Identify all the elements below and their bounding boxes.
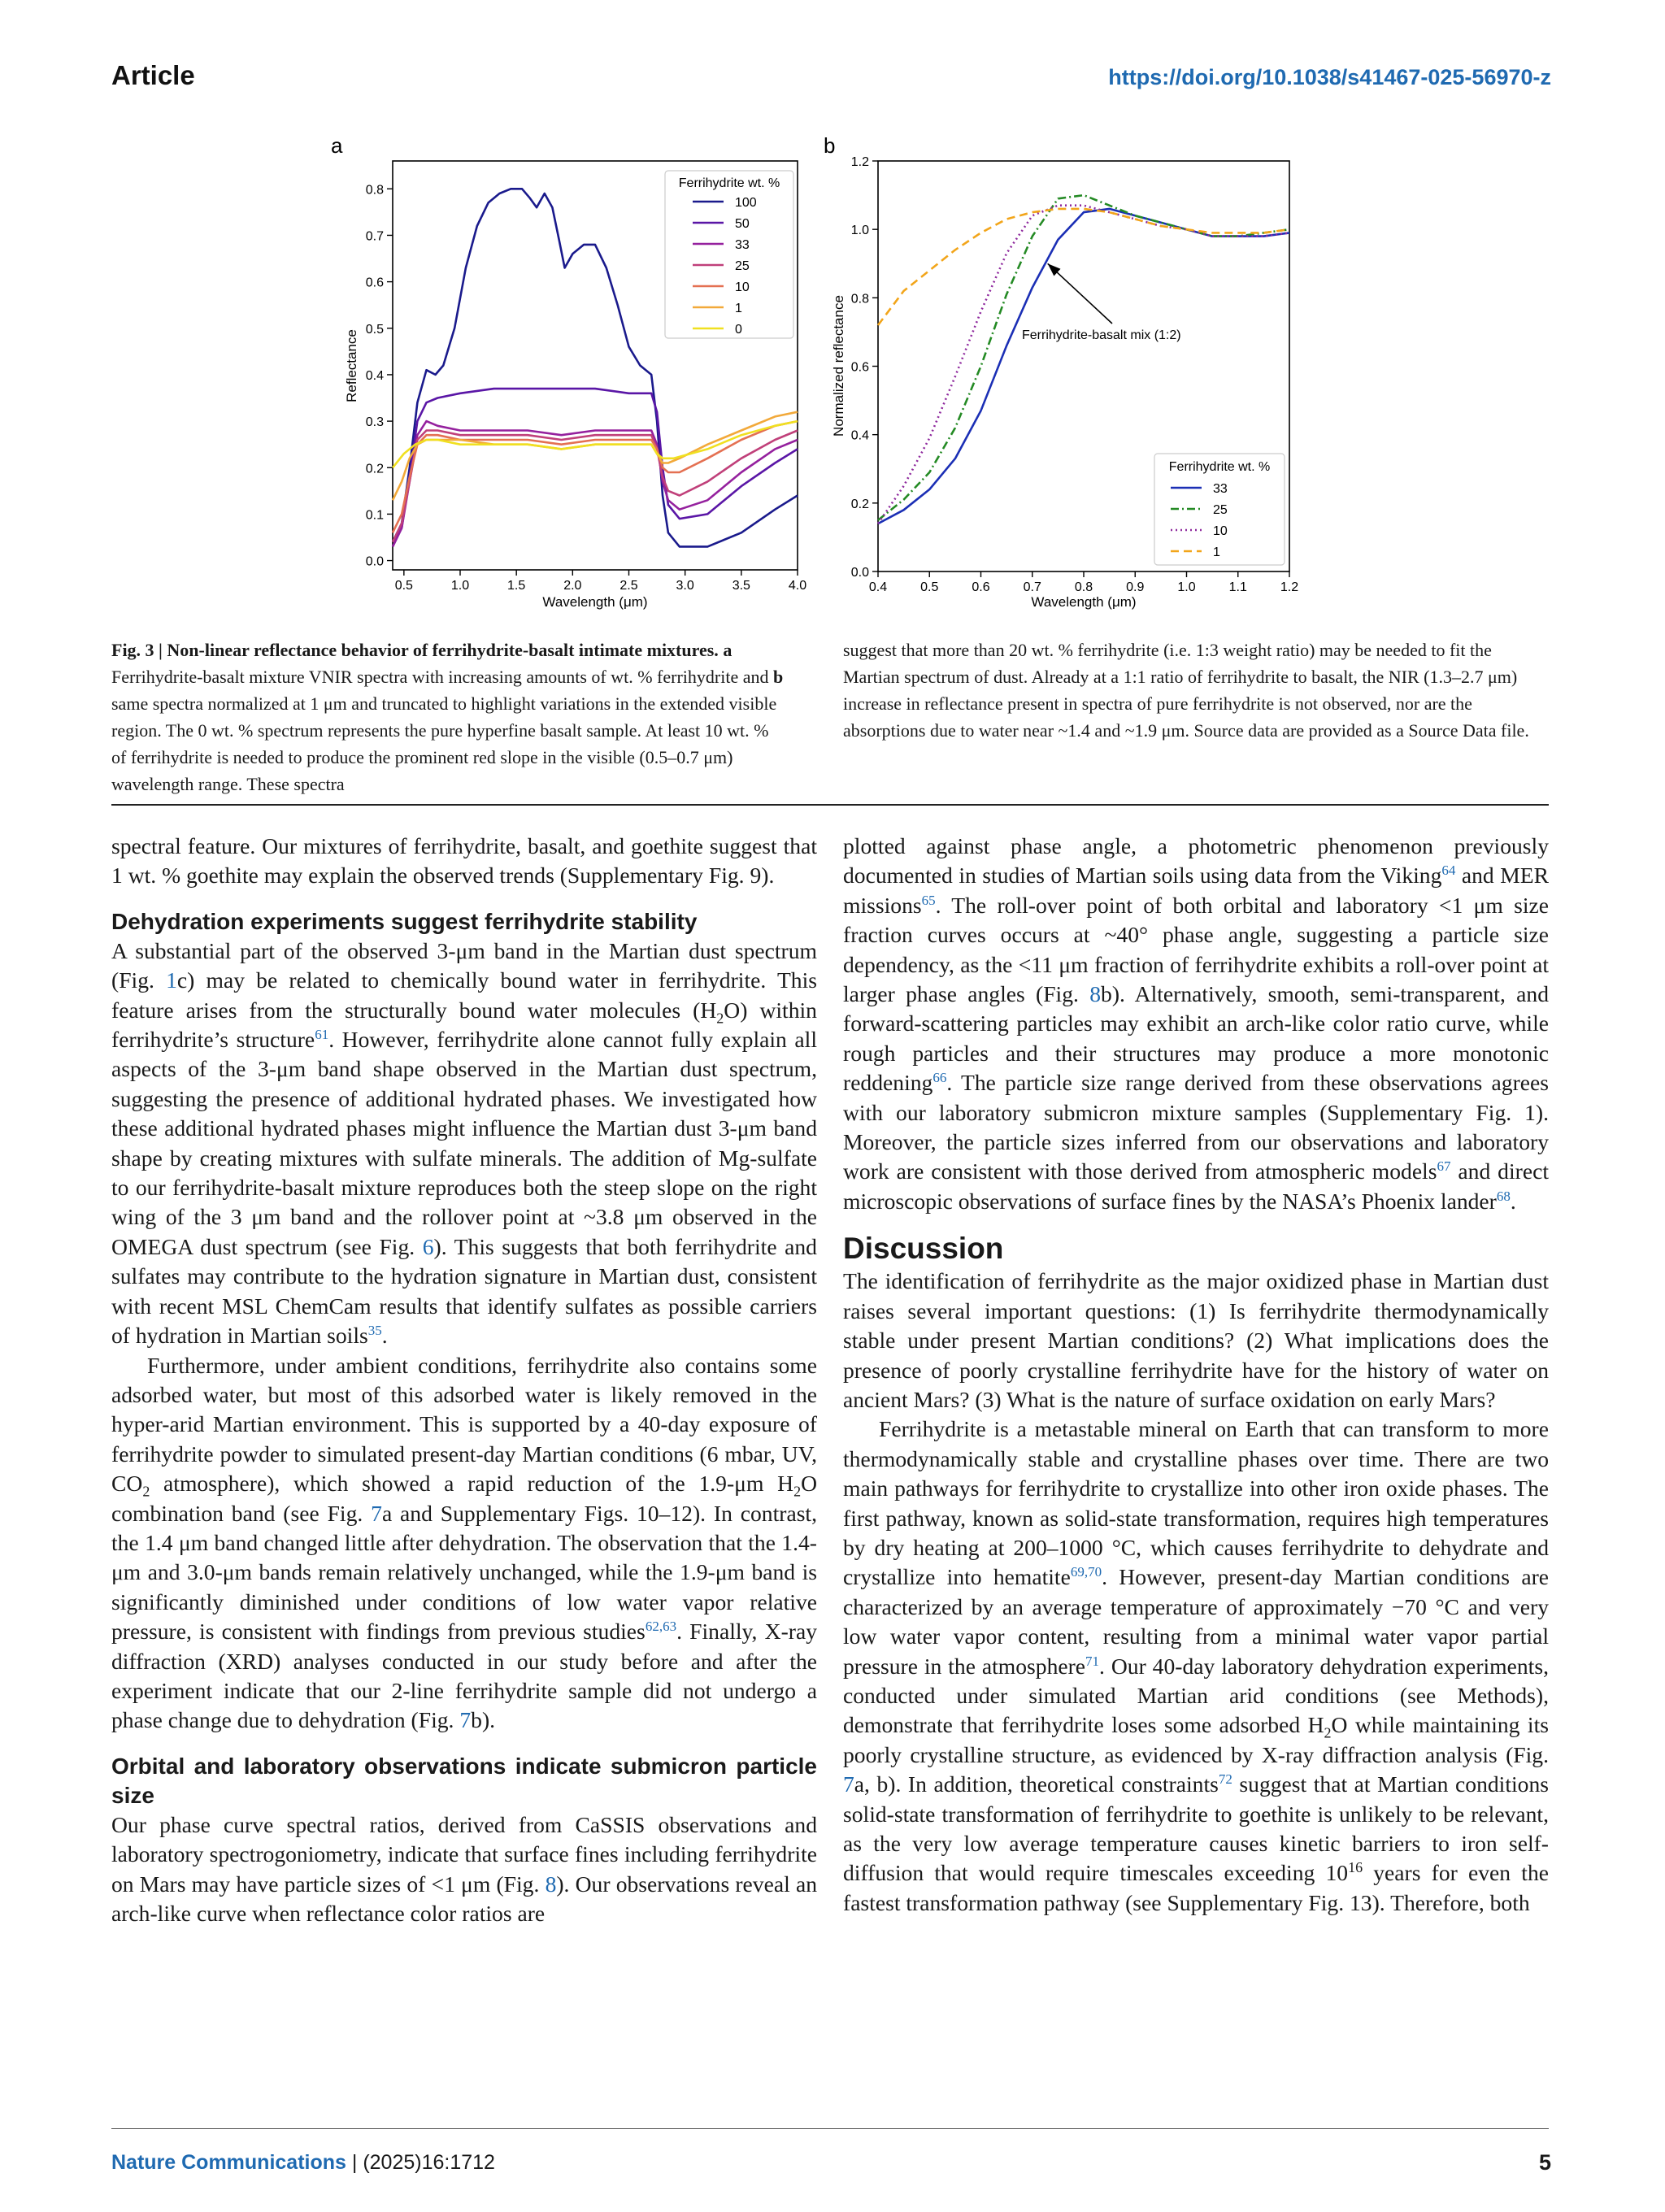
caption-divider bbox=[111, 804, 1549, 806]
footer-divider bbox=[111, 2128, 1549, 2129]
x-tick-label: 1.0 bbox=[450, 579, 470, 593]
y-tick-label: 0.8 bbox=[850, 292, 869, 306]
paragraph bbox=[111, 832, 817, 891]
x-tick-label: 1.1 bbox=[1228, 580, 1247, 594]
panel-b-legend bbox=[1154, 454, 1285, 565]
paragraph bbox=[843, 1267, 1549, 1415]
legend-label-10: 10 bbox=[735, 280, 750, 294]
legend-label-1: 1 bbox=[735, 302, 742, 315]
series-line-1 bbox=[393, 412, 798, 501]
doi-link[interactable]: https://doi.org/10.1038/s41467-025-56970-z bbox=[1108, 65, 1551, 89]
text-run: b). bbox=[471, 1707, 496, 1733]
caption-text-a: Ferrihydrite-basalt mixture VNIR spectra with increasing amounts of wt. % ferrihydrite and bbox=[111, 667, 769, 687]
x-tick-label: 1.0 bbox=[1177, 580, 1196, 594]
text-run: ). Our observations reveal an arch-like curve when reflectance color ratios are bbox=[111, 1871, 817, 1926]
text-run: b). Alternatively, smooth, semi-transparent, and forward-scattering particles may exhibit an arch-like color ratio curve, while rough particles and their structures may produce a more monotonic reddening bbox=[843, 981, 1549, 1096]
reference-link[interactable]: 35 bbox=[367, 1322, 382, 1338]
text-run: . The roll-over point of both orbital and laboratory <1 μm size fraction curves occurs at ~40° phase angle, suggesting a particle size dependency, as the <11 μm fraction of ferrihydrite exhibits a roll-over point at larger phase angles (Fig. bbox=[843, 892, 1549, 1007]
x-tick-label: 0.6 bbox=[972, 580, 990, 594]
legend-label-25: 25 bbox=[1213, 503, 1228, 517]
y-tick-label: 0.1 bbox=[365, 508, 384, 523]
text-run: . The particle size range derived from these observations agrees with our laboratory submicron mixture samples (Supplementary Fig. 1). Moreover, the particle sizes inferred from our observations and laboratory work are consistent with those derived from atmospheric models bbox=[843, 1070, 1549, 1184]
series-line-25 bbox=[393, 431, 798, 542]
x-tick-label: 0.4 bbox=[868, 580, 888, 594]
text-run: Our phase curve spectral ratios, derived from CaSSIS observations and laboratory spectrogoniometry, indicate that surface fines including ferrihydrite on Mars may have particle sizes of <1 μm (Fig. bbox=[111, 1811, 817, 1897]
y-tick-label: 0.5 bbox=[365, 322, 384, 337]
text-run: . However, present-day Martian conditions are characterized by an average temperature of approximately −70 °C and very low water vapor content, resulting from a minimal water vapor partial pressure in the atmosphere bbox=[843, 1564, 1550, 1679]
y-tick-label: 0.3 bbox=[365, 415, 384, 430]
x-tick-label: 0.5 bbox=[394, 579, 413, 593]
figure-link[interactable]: 1 bbox=[166, 967, 177, 993]
subscript: 2 bbox=[716, 1010, 724, 1027]
text-run: plotted against phase angle, a photometric phenomenon previously documented in studies of Martian soils using data from the Viking bbox=[843, 833, 1549, 889]
panel-a-legend-box bbox=[665, 171, 793, 338]
text-run: a, b). In addition, theoretical constraints bbox=[854, 1771, 1219, 1797]
reference-link[interactable]: 67 bbox=[1437, 1158, 1451, 1175]
reference-link[interactable]: 66 bbox=[932, 1070, 947, 1086]
x-tick-label: 3.0 bbox=[676, 579, 694, 593]
panel-b-annotation bbox=[1022, 263, 1181, 342]
text-run: spectral feature. Our mixtures of ferrihydrite, basalt, and goethite suggest that 1 wt. % goethite may explain the observed trends (Supplementary Fig. 9). bbox=[111, 833, 817, 889]
y-tick-label: 0.8 bbox=[365, 183, 384, 198]
figure-link[interactable]: 7 bbox=[843, 1771, 854, 1797]
reference-link[interactable]: 71 bbox=[1085, 1653, 1100, 1669]
reference-link[interactable]: 61 bbox=[315, 1026, 329, 1042]
series-line-1 bbox=[878, 209, 1289, 325]
text-run: . bbox=[381, 1323, 388, 1349]
text-run: . Our 40-day laboratory dehydration experiments, conducted under simulated Martian arid conditions (see Methods), demonstrate that ferrihydrite loses some adsorbed H bbox=[843, 1653, 1549, 1738]
paragraph bbox=[111, 1810, 817, 1929]
figure-caption-right bbox=[843, 637, 1549, 744]
superscript: 16 bbox=[1348, 1859, 1363, 1876]
text-run: O) within ferrihydrite’s structure bbox=[111, 997, 817, 1053]
y-tick-label: 0.6 bbox=[850, 360, 869, 375]
reference-link[interactable]: 68 bbox=[1496, 1188, 1511, 1204]
subscript: 2 bbox=[1324, 1724, 1332, 1741]
section-heading-discussion: Discussion bbox=[843, 1232, 1004, 1266]
reference-link[interactable]: 64 bbox=[1441, 863, 1456, 879]
section-heading-particle-size: Orbital and laboratory observations indicate submicron particle size bbox=[111, 1753, 817, 1808]
panel-a-label: a bbox=[331, 133, 343, 158]
x-tick-label: 2.0 bbox=[563, 579, 582, 593]
x-tick-label: 0.9 bbox=[1126, 580, 1145, 594]
subscript: 2 bbox=[142, 1483, 150, 1500]
figure-link[interactable]: 8 bbox=[545, 1871, 557, 1897]
panel-b-label: b bbox=[824, 133, 836, 158]
legend-label-25: 25 bbox=[735, 259, 750, 273]
text-run: ). This suggests that both ferrihydrite and sulfates may contribute to the hydration signature in Martian dust, consistent with recent MSL ChemCam results that identify sulfates as possible carriers of hydration in Martian soils bbox=[111, 1233, 817, 1349]
legend-label-1: 1 bbox=[1213, 545, 1220, 559]
panel-b-y-ticks bbox=[851, 155, 878, 580]
panel-b-xlabel: Wavelength (μm) bbox=[1031, 594, 1137, 610]
panel-b-legend-title: Ferrihydrite wt. % bbox=[1168, 460, 1271, 474]
legend-label-10: 10 bbox=[1213, 524, 1228, 538]
y-tick-label: 0.2 bbox=[365, 462, 384, 476]
x-tick-label: 3.5 bbox=[732, 579, 750, 593]
panel-a-legend-title: Ferrihydrite wt. % bbox=[678, 176, 780, 190]
caption-text-b: same spectra normalized at 1 μm and truncated to highlight variations in the extended visible region. The 0 wt. % spectrum represents the pure hyperfine basalt sample. At least 10 wt. % of ferrihydrite is needed to produce the prominent red slope in the visible (0.5–0.7 μm) wavelength range. These spectra bbox=[111, 693, 777, 794]
y-tick-label: 0.0 bbox=[850, 566, 869, 580]
x-tick-label: 0.5 bbox=[920, 580, 939, 594]
paragraph bbox=[843, 1415, 1549, 1918]
text-run: A substantial part of the observed 3-μm band in the Martian dust spectrum (Fig. bbox=[111, 937, 817, 993]
journal-link[interactable]: Nature Communications bbox=[111, 2151, 346, 2174]
text-run: Ferrihydrite is a metastable mineral on Earth that can transform to more thermodynamically stable and crystalline phases over time. There are two main pathways for ferrihydrite to crystallize into other iron oxide phases. The first pathway, known as solid-state transformation, requires high temperatures by dry heating at 200–1000 °C, which causes ferrihydrite to dehydrate and crystallize into hematite bbox=[843, 1416, 1549, 1590]
figure-link[interactable]: 7 bbox=[459, 1707, 472, 1733]
paragraph bbox=[111, 1351, 817, 1736]
panel-a bbox=[331, 133, 806, 610]
text-run: Furthermore, under ambient conditions, ferrihydrite also contains some adsorbed water, but most of this adsorbed water is likely removed in the hyper-arid Martian environment. This is supported by a 40-day exposure of ferrihydrite powder to simulated present-day Martian conditions (6 mbar, UV, CO bbox=[111, 1352, 817, 1497]
legend-label-50: 50 bbox=[735, 217, 750, 231]
reference-link[interactable]: 65 bbox=[921, 892, 936, 908]
text-run: and MER missions bbox=[843, 863, 1550, 918]
text-run: suggest that at Martian conditions solid-state transformation of ferrihydrite to goethite is unlikely to be relevant, as the very low average temperature causes kinetic barriers to iron self-diffusion that would require timescales exceeding 10 bbox=[843, 1771, 1549, 1886]
legend-label-33: 33 bbox=[1213, 482, 1228, 496]
text-run: The identification of ferrihydrite as the major oxidized phase in Martian dust raises several important questions: (1) Is ferrihydrite thermodynamically stable under present Martian conditions? (2) What implications does the presence of poorly crystalline ferrihydrite have for the history of water on ancient Mars? (3) What is the nature of surface oxidation on early Mars? bbox=[843, 1268, 1549, 1412]
figure-caption-left bbox=[111, 637, 786, 797]
panel-a-legend bbox=[665, 171, 793, 338]
x-tick-label: 0.7 bbox=[1023, 580, 1041, 594]
figure-3-svg bbox=[0, 0, 1665, 634]
right-column bbox=[843, 832, 1549, 1918]
reference-link[interactable]: 72 bbox=[1218, 1771, 1232, 1787]
legend-label-100: 100 bbox=[735, 196, 757, 210]
panel-a-x-ticks bbox=[395, 570, 807, 593]
text-run: O combination band (see Fig. bbox=[111, 1471, 817, 1526]
page-number: 5 bbox=[1538, 2150, 1551, 2175]
caption-fig-label: Fig. 3 | bbox=[111, 640, 163, 660]
y-tick-label: 1.0 bbox=[850, 224, 869, 238]
y-tick-label: 0.4 bbox=[850, 428, 869, 443]
text-run: a and Supplementary Figs. 10–12). In contrast, the 1.4 μm band changed little after dehydration. The observation that the 1.4-μm and 3.0-μm bands remain relatively unchanged, while the 1.9-μm band is significantly diminished under conditions of low water vapor relative pressure, is consistent with findings from previous studies bbox=[111, 1500, 817, 1645]
y-tick-label: 1.2 bbox=[850, 155, 869, 169]
panel-b-ylabel: Normalized reflectance bbox=[831, 295, 846, 437]
y-tick-label: 0.4 bbox=[365, 368, 384, 383]
left-column bbox=[111, 832, 817, 1928]
legend-label-33: 33 bbox=[735, 238, 750, 252]
figure-link[interactable]: 7 bbox=[371, 1500, 382, 1526]
paragraph bbox=[111, 937, 817, 1351]
x-tick-label: 2.5 bbox=[619, 579, 638, 593]
text-run: . bbox=[1510, 1188, 1516, 1214]
text-run: atmosphere), which showed a rapid reduction of the 1.9-μm H bbox=[150, 1471, 794, 1497]
text-run: . Finally, X-ray diffraction (XRD) analyses conducted in our study before and after the experiment indicate that our 2-line ferrihydrite sample did not undergo a phase change due to dehydration (Fig. bbox=[111, 1619, 817, 1733]
text-run: . However, ferrihydrite alone cannot fully explain all aspects of the 3-μm band shape observed in the Martian dust spectrum, suggesting the presence of additional hydrated phases. We investigated how these additional hydrated phases might influence the Martian dust 3-μm band shape by creating mixtures with sulfate minerals. The addition of Mg-sulfate to our ferrihydrite-basalt mixture reproduces both the steep slope on the right wing of the 3 μm band and the rollover point at ~3.8 μm observed in the OMEGA dust spectrum (see Fig. bbox=[111, 1027, 818, 1259]
reference-link[interactable]: 69,70 bbox=[1070, 1564, 1102, 1580]
panel-a-ylabel: Reflectance bbox=[344, 329, 359, 402]
text-run: c) may be related to chemically bound water in ferrihydrite. This feature arises from the structurally bound water molecules (H bbox=[111, 967, 817, 1023]
text-run: years for even the fastest transformation pathway (see Supplementary Fig. 13). Therefore, both bbox=[843, 1860, 1549, 1915]
panel-b bbox=[824, 133, 1298, 610]
text-run: O while maintaining its poorly crystalline structure, as evidenced by X-ray diffraction analysis (Fig. bbox=[843, 1712, 1549, 1767]
panel-a-y-ticks bbox=[366, 183, 393, 568]
citation-text: | (2025)16:1712 bbox=[351, 2151, 495, 2174]
series-line-50 bbox=[393, 389, 798, 546]
y-tick-label: 0.2 bbox=[850, 497, 869, 511]
caption-a-label: a bbox=[723, 640, 733, 660]
x-tick-label: 1.5 bbox=[507, 579, 526, 593]
legend-label-0: 0 bbox=[735, 323, 742, 337]
figure-link[interactable]: 8 bbox=[1089, 981, 1102, 1007]
reference-link[interactable]: 62,63 bbox=[645, 1618, 677, 1634]
footer-citation bbox=[111, 2151, 495, 2175]
annotation-arrow bbox=[1048, 263, 1112, 324]
y-tick-label: 0.6 bbox=[365, 276, 384, 290]
subscript: 2 bbox=[793, 1483, 802, 1500]
caption-title: Non-linear reflectance behavior of ferrihydrite-basalt intimate mixtures. bbox=[167, 640, 719, 660]
y-tick-label: 0.0 bbox=[365, 554, 384, 569]
paragraph bbox=[843, 832, 1549, 1216]
article-label: Article bbox=[111, 60, 195, 90]
caption-b-label: b bbox=[772, 667, 784, 687]
panel-a-xlabel: Wavelength (μm) bbox=[542, 594, 648, 610]
panel-b-x-ticks bbox=[869, 571, 1298, 594]
section-heading-dehydration: Dehydration experiments suggest ferrihydrite stability bbox=[111, 908, 698, 934]
figure-3 bbox=[0, 0, 1665, 634]
x-tick-label: 0.8 bbox=[1074, 580, 1093, 594]
annotation-text: Ferrihydrite-basalt mix (1:2) bbox=[1022, 328, 1181, 342]
text-run: and direct microscopic observations of surface fines by the NASA’s Phoenix lander bbox=[843, 1158, 1549, 1214]
caption-text-right: suggest that more than 20 wt. % ferrihydrite (i.e. 1:3 weight ratio) may be needed to fit the Martian spectrum of dust. Already at a 1:1 ratio of ferrihydrite to basalt, the NIR (1.3–2.7 μm) increase in reflectance present in spectra of pure ferrihydrite is not observed, nor are the absorptions due to water near ~1.4 and ~1.9 μm. Source data are provided as a Source Data file. bbox=[843, 640, 1529, 741]
x-tick-label: 4.0 bbox=[788, 579, 807, 593]
x-tick-label: 1.2 bbox=[1280, 580, 1299, 594]
y-tick-label: 0.7 bbox=[365, 229, 384, 244]
figure-link[interactable]: 6 bbox=[422, 1233, 434, 1259]
